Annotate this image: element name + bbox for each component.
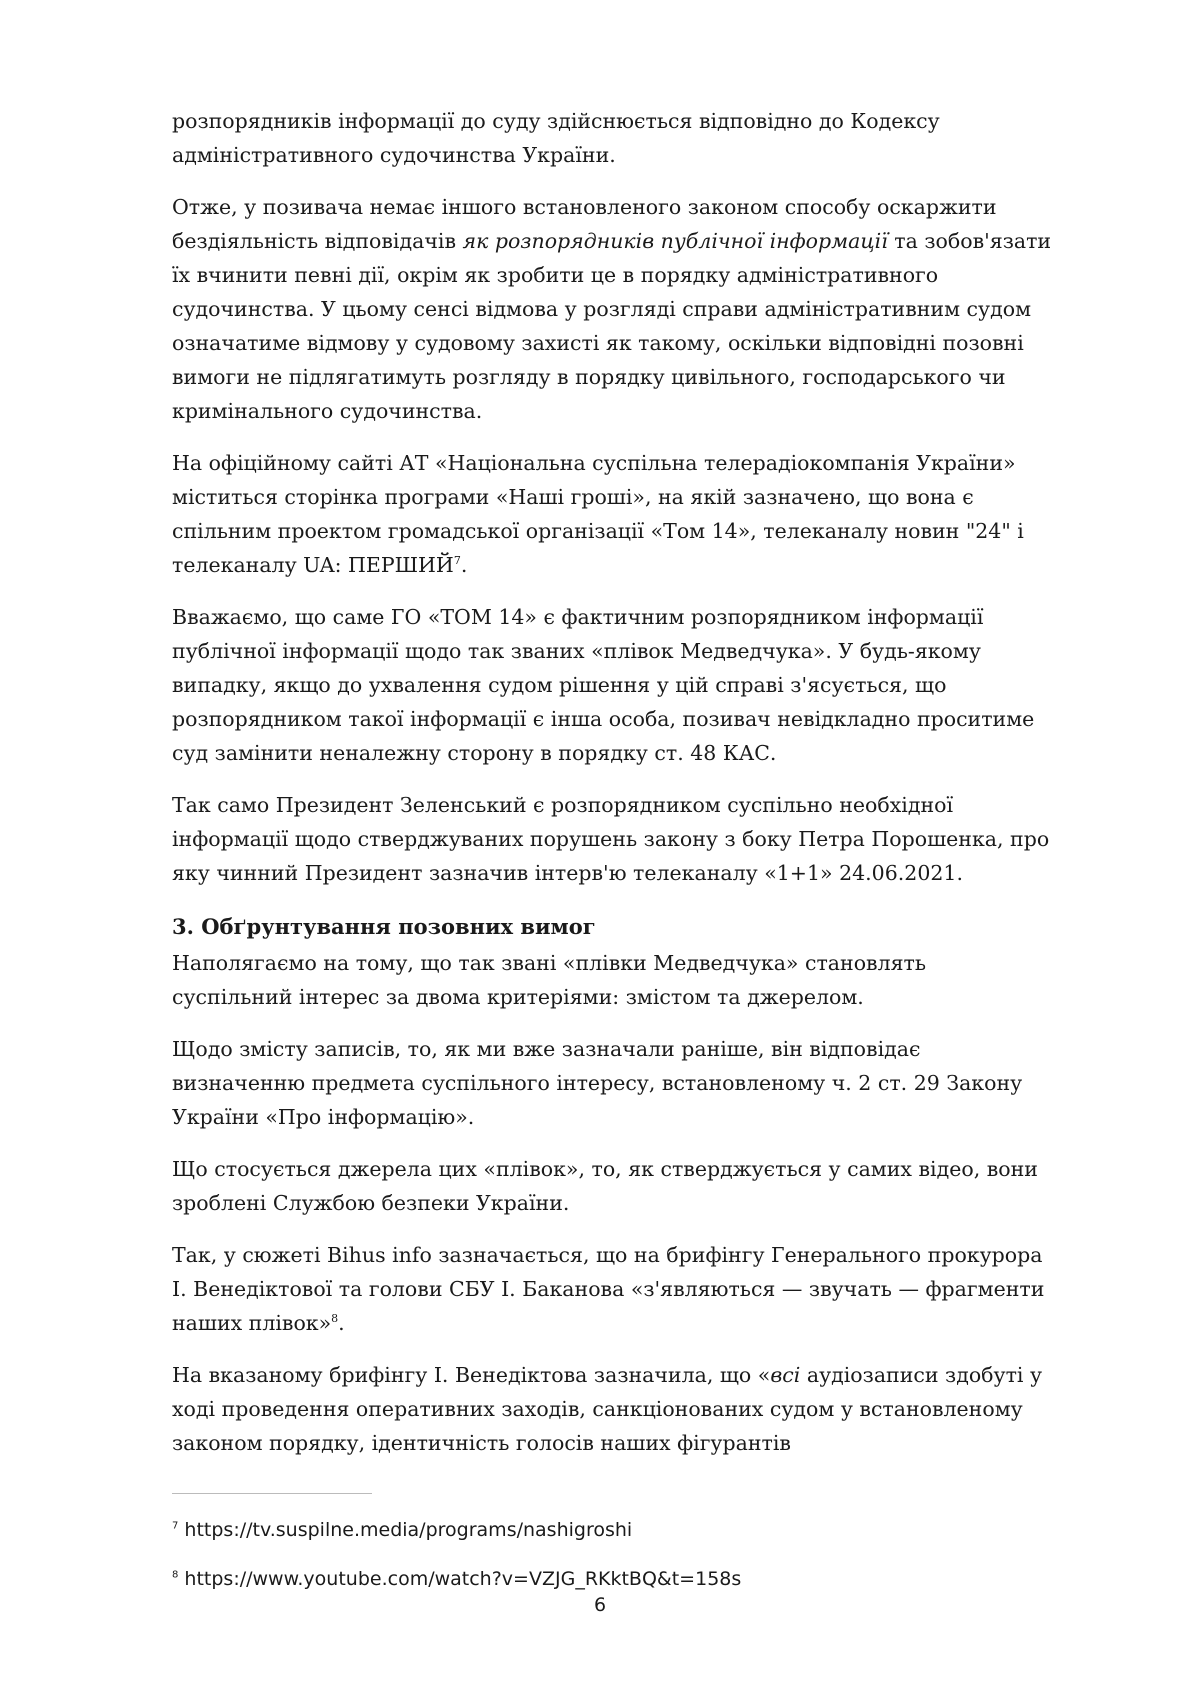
paragraph-text: та зобов'язати їх вчинити певні дії, окрім як зробити це в порядку адміністративного судочинства. У цьому сенсі відмова у розгляді справи адміністративним судом означатиме відмову у судовому захисті як такому, оскільки відповідні позовні вимоги не підлягатимуть розгляду в порядку цивільного, господарського чи кримінального судочинства. — [172, 229, 1052, 423]
paragraph-text: Так, у сюжеті Bihus info зазначається, що на брифінгу Генерального прокурора І. Венедіктової та голови СБУ І. Баканова «з'являються — звучать — фрагменти наших плівок» — [172, 1243, 1045, 1335]
paragraph — [172, 104, 1052, 172]
footnote — [172, 1566, 741, 1592]
section-heading: 3. Обґрунтування позовних вимог — [172, 914, 596, 939]
paragraph — [172, 1238, 1052, 1340]
footnote-ref[interactable]: 7 — [453, 554, 461, 568]
paragraph — [172, 446, 1052, 582]
paragraph — [172, 946, 1052, 1014]
paragraph — [172, 600, 1052, 770]
paragraph — [172, 1358, 1052, 1460]
italic-text: всі — [770, 1363, 801, 1387]
paragraph-text: Отже, у позивача немає іншого встановленого законом способу оскаржити бездіяльність відповідачів — [172, 195, 997, 253]
paragraph-text: На офіційному сайті АТ «Національна суспільна телерадіокомпанія України» міститься сторінка програми «Наші гроші», на якій зазначено, що вона є спільним проектом громадської організації «Том 14», телеканалу новин "24" і телеканалу UA: ПЕРШИЙ — [172, 451, 1024, 577]
paragraph — [172, 1032, 1052, 1134]
paragraph-text: аудіозаписи здобуті у ході проведення оперативних заходів, санкціонованих судом у встановленому законом порядку, ідентичність голосів наших фігурантів — [172, 1363, 1043, 1455]
italic-text: як розпорядників публічної інформації — [462, 229, 888, 253]
paragraph — [172, 1152, 1052, 1220]
footnote — [172, 1517, 632, 1543]
paragraph-text: Щодо змісту записів, то, як ми вже зазначали раніше, він відповідає визначенню предмета суспільного інтересу, встановленому ч. 2 ст. 29 Закону України «Про інформацію». — [172, 1037, 1023, 1129]
paragraph — [172, 788, 1052, 890]
footnote-ref[interactable]: 8 — [331, 1312, 339, 1326]
footnote-link[interactable]: https://www.youtube.com/watch?v=VZJG_RKktBQ&t=158s — [178, 1568, 742, 1590]
paragraph — [172, 190, 1052, 428]
paragraph-text: Вважаємо, що саме ГО «ТОМ 14» є фактичним розпорядником інформації публічної інформації щодо так званих «плівок Медведчука». У будь-якому випадку, якщо до ухвалення судом рішення у цій справі з'ясується, що розпорядником такої інформації є інша особа, позивач невідкладно проситиме суд замінити неналежну сторону в порядку ст. 48 КАС. — [172, 605, 1035, 765]
paragraph-text: Так само Президент Зеленський є розпорядником суспільно необхідної інформації щодо стверджуваних порушень закону з боку Петра Порошенка, про яку чинний Президент зазначив інтерв'ю телеканалу «1+1» 24.06.2021. — [172, 793, 1050, 885]
paragraph-text: . — [338, 1311, 345, 1335]
paragraph-text: На вказаному брифінгу І. Венедіктова зазначила, що « — [172, 1363, 771, 1387]
paragraph-text: Наполягаємо на тому, що так звані «плівки Медведчука» становлять суспільний інтерес за двома критеріями: змістом та джерелом. — [172, 951, 927, 1009]
document-body — [172, 104, 1052, 1478]
page-number: 6 — [593, 1594, 607, 1616]
footnote-number: 8 — [172, 1569, 179, 1581]
footnote-number: 7 — [172, 1520, 179, 1532]
footnote-divider — [172, 1493, 372, 1494]
paragraph-text: Що стосується джерела цих «плівок», то, як стверджується у самих відео, вони зроблені Службою безпеки України. — [172, 1157, 1038, 1215]
paragraph-text: . — [460, 553, 468, 577]
paragraph-text: розпорядників інформації до суду здійснюється відповідно до Кодексу адміністративного судочинства України. — [172, 109, 940, 167]
footnote-link[interactable]: https://tv.suspilne.media/programs/nashigroshi — [178, 1519, 633, 1541]
